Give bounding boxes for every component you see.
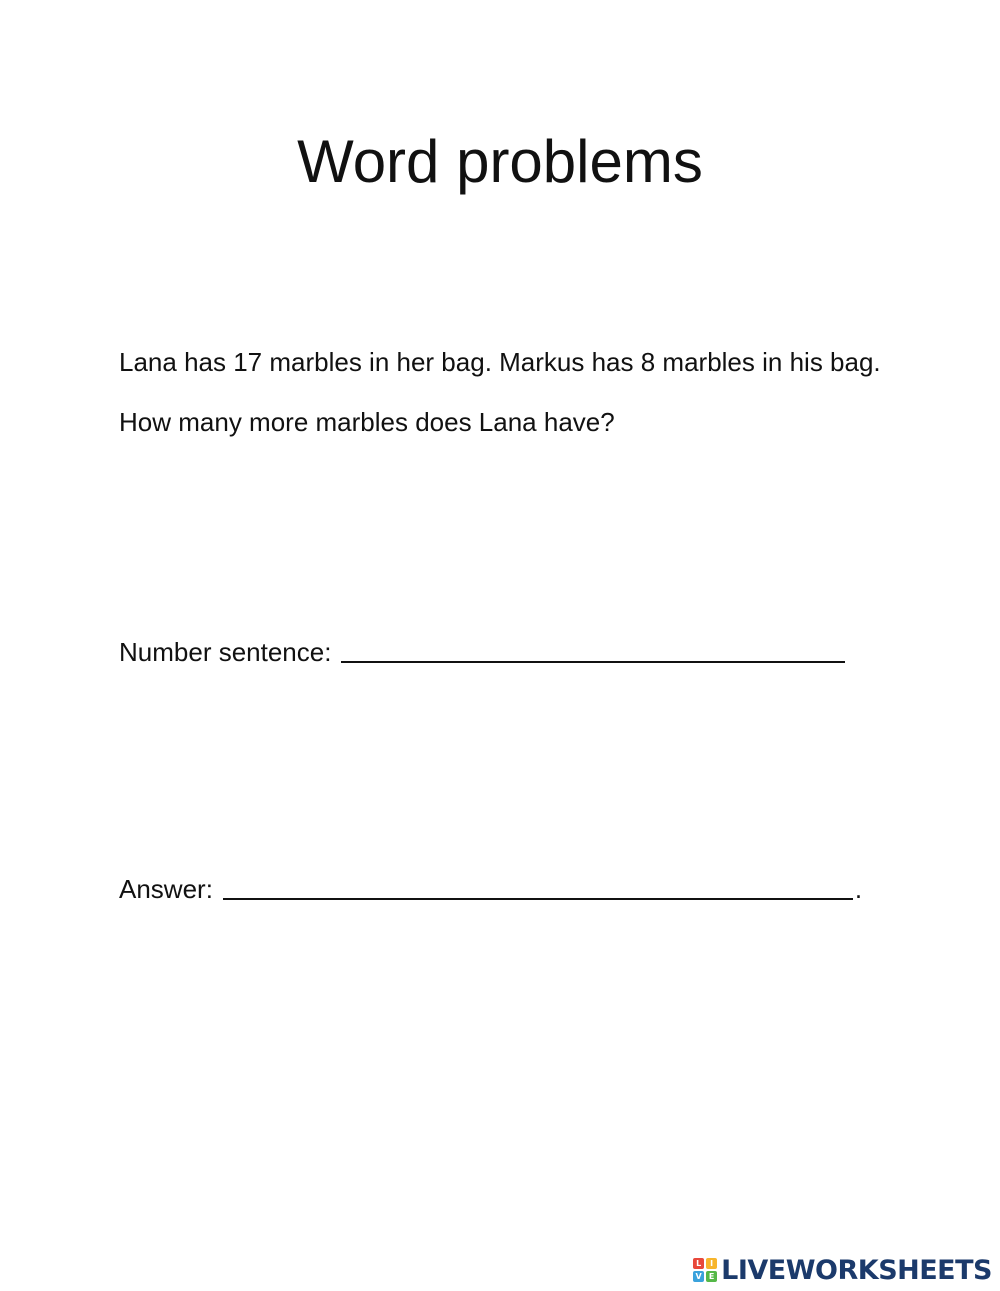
answer-period: . [854,874,863,904]
logo-mark-tile: I [706,1258,717,1269]
logo-mark-tile: L [693,1258,704,1269]
liveworksheets-logo [693,1254,992,1286]
logo-text: LIVEWORKSHEETS [721,1254,992,1286]
number-sentence-blank[interactable] [341,660,845,663]
number-sentence-row [119,632,845,672]
answer-blank[interactable] [223,897,853,900]
answer-row [119,869,862,909]
number-sentence-label: Number sentence: [119,637,332,667]
logo-mark-tile: V [693,1271,704,1282]
problem-text: Lana has 17 marbles in her bag. Markus has 8 marbles in his bag. How many more marbles does Lana have? [119,347,881,437]
logo-mark-tile: E [706,1271,717,1282]
logo-mark-icon [693,1258,717,1282]
page-title: Word problems [297,128,703,195]
answer-label: Answer: [119,874,213,904]
